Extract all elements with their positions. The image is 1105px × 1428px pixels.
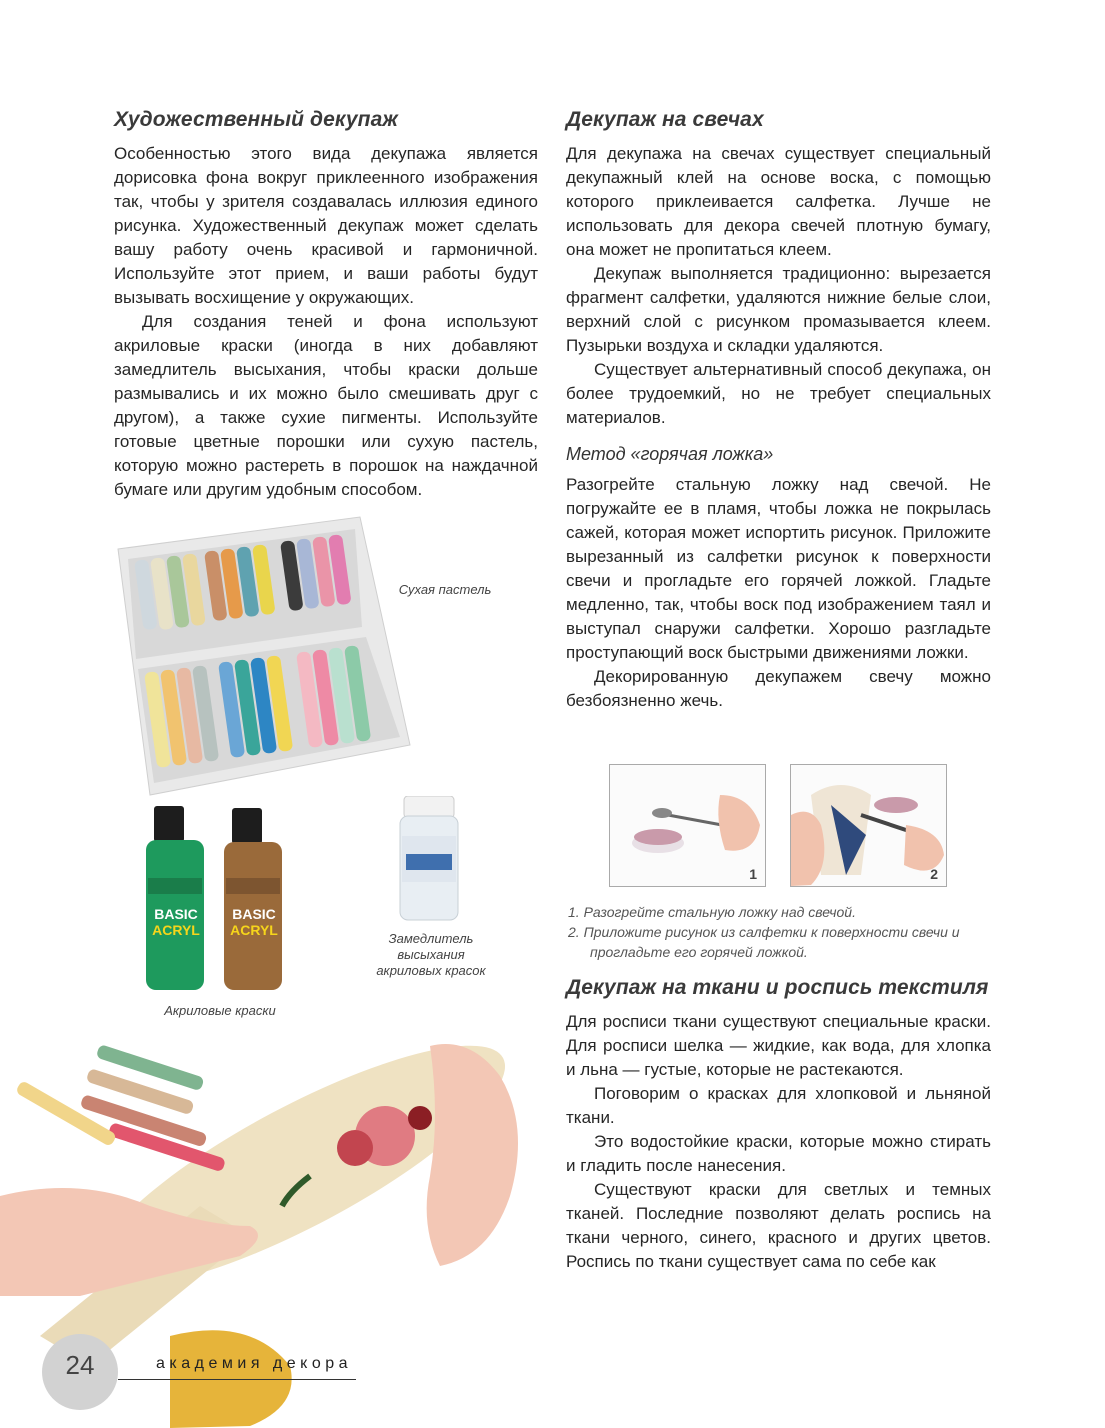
heading-textile: Декупаж на ткани и роспись текстиля — [566, 976, 989, 999]
paragraph: Для росписи ткани существуют специальные краски. Для росписи шелка — жидкие, как вода, для хлопка и льна — густые, которые не растекаются. — [566, 1012, 991, 1079]
textile-section — [566, 976, 991, 1274]
heading-artistic-decoupage: Художественный декупаж — [114, 108, 398, 131]
acrylic-paint-bottles — [140, 806, 290, 992]
paragraph: Существует альтернативный способ декупажа, он более трудоемкий, но не требует специальных материалов. — [566, 360, 991, 427]
candle-spoon-illustration — [791, 765, 946, 886]
step-captions — [568, 902, 993, 962]
bottle-label-brand-1: BASIC — [154, 906, 198, 922]
pastel-box-photo — [110, 515, 415, 800]
step-caption-2: 2. Приложите рисунок из салфетки к поверхности свечи и прогладьте его горячей ложкой. — [568, 924, 960, 960]
candle-spoon-illustration — [610, 765, 765, 886]
paragraph: Для создания теней и фона используют акриловые краски (иногда в них добавляют замедлитель высыхания, чтобы краски дольше размывались и их можно было смешивать друг с другом), а также сухие пигменты. Используйте готовые цветные порошки или сухую пастель, которую можно растереть в порошок на наждачной бумаге или другим удобным способом. — [114, 312, 538, 499]
page-number: 24 — [65, 1350, 95, 1380]
subheading-hot-spoon: Метод «горячая ложка» — [566, 444, 774, 464]
step-caption-1: 1. Разогрейте стальную ложку над свечой. — [568, 904, 856, 920]
footer-divider — [118, 1379, 356, 1380]
paragraph: Декорированную декупажем свечу можно безбоязненно жечь. — [566, 667, 991, 710]
step-number: 2 — [930, 866, 938, 882]
paragraph: Поговорим о красках для хлопковой и льняной ткани. — [566, 1084, 991, 1127]
caption-retarder: Замедлитель высыхания акриловых красок — [376, 931, 486, 978]
paragraph: Это водостойкие краски, которые можно стирать и гладить после нанесения. — [566, 1132, 991, 1175]
left-column — [114, 108, 538, 502]
step-photo-1 — [609, 764, 766, 887]
retarder-jar-photo — [398, 796, 460, 922]
paragraph: Существуют краски для светлых и темных тканей. Последние позволяют делать роспись на ткани черного, синего, красного и других цветов. Роспись по ткани существует сама по себе как — [566, 1180, 991, 1271]
bottle-label-brand-2: BASIC — [232, 906, 276, 922]
caption-acrylic-paints: Акриловые краски — [164, 1003, 276, 1018]
step-photo-2 — [790, 764, 947, 887]
bottle-label-sub-1: ACRYL — [152, 922, 200, 938]
paragraph: Особенностью этого вида декупажа является дорисовка фона вокруг приклеенного изображения так, чтобы у зрителя создавалась иллюзия единого рисунка. Художественный декупаж может сделать вашу работу очень красивой и гармоничной. Используйте этот прием, и ваши работы будут вызывать восхищение у окружающих. — [114, 144, 538, 307]
paragraph: Декупаж выполняется традиционно: вырезается фрагмент салфетки, удаляются нижние белые слои, верхний слой с рисунком промазывается клеем. Пузырьки воздуха и складки удаляются. — [566, 264, 991, 355]
bottle-label-sub-2: ACRYL — [230, 922, 278, 938]
caption-dry-pastel: Сухая пастель — [398, 582, 492, 597]
heading-candles: Декупаж на свечах — [566, 108, 764, 131]
paragraph: Разогрейте стальную ложку над свечой. Не погружайте ее в пламя, чтобы ложка не покрылась сажей, которая может испортить рисунок. Приложите вырезанный из салфетки рисунок к поверхности свечи и прогладьте его горячей ложкой. Гладьте медленно, так, чтобы воск под изображением таял и выступал снаружи салфетки. Хорошо разгладьте проступающий воск быстрыми движениями ложки. — [566, 475, 991, 662]
footer-title: академия декора — [156, 1355, 353, 1372]
paragraph: Для декупажа на свечах существует специальный декупажный клей на основе воска, с помощью которого приклеивается салфетка. Лучше не использовать для декора свечей плотную бумагу, она может не пропитаться клеем. — [566, 144, 991, 259]
step-number: 1 — [749, 866, 757, 882]
right-column — [566, 108, 991, 713]
